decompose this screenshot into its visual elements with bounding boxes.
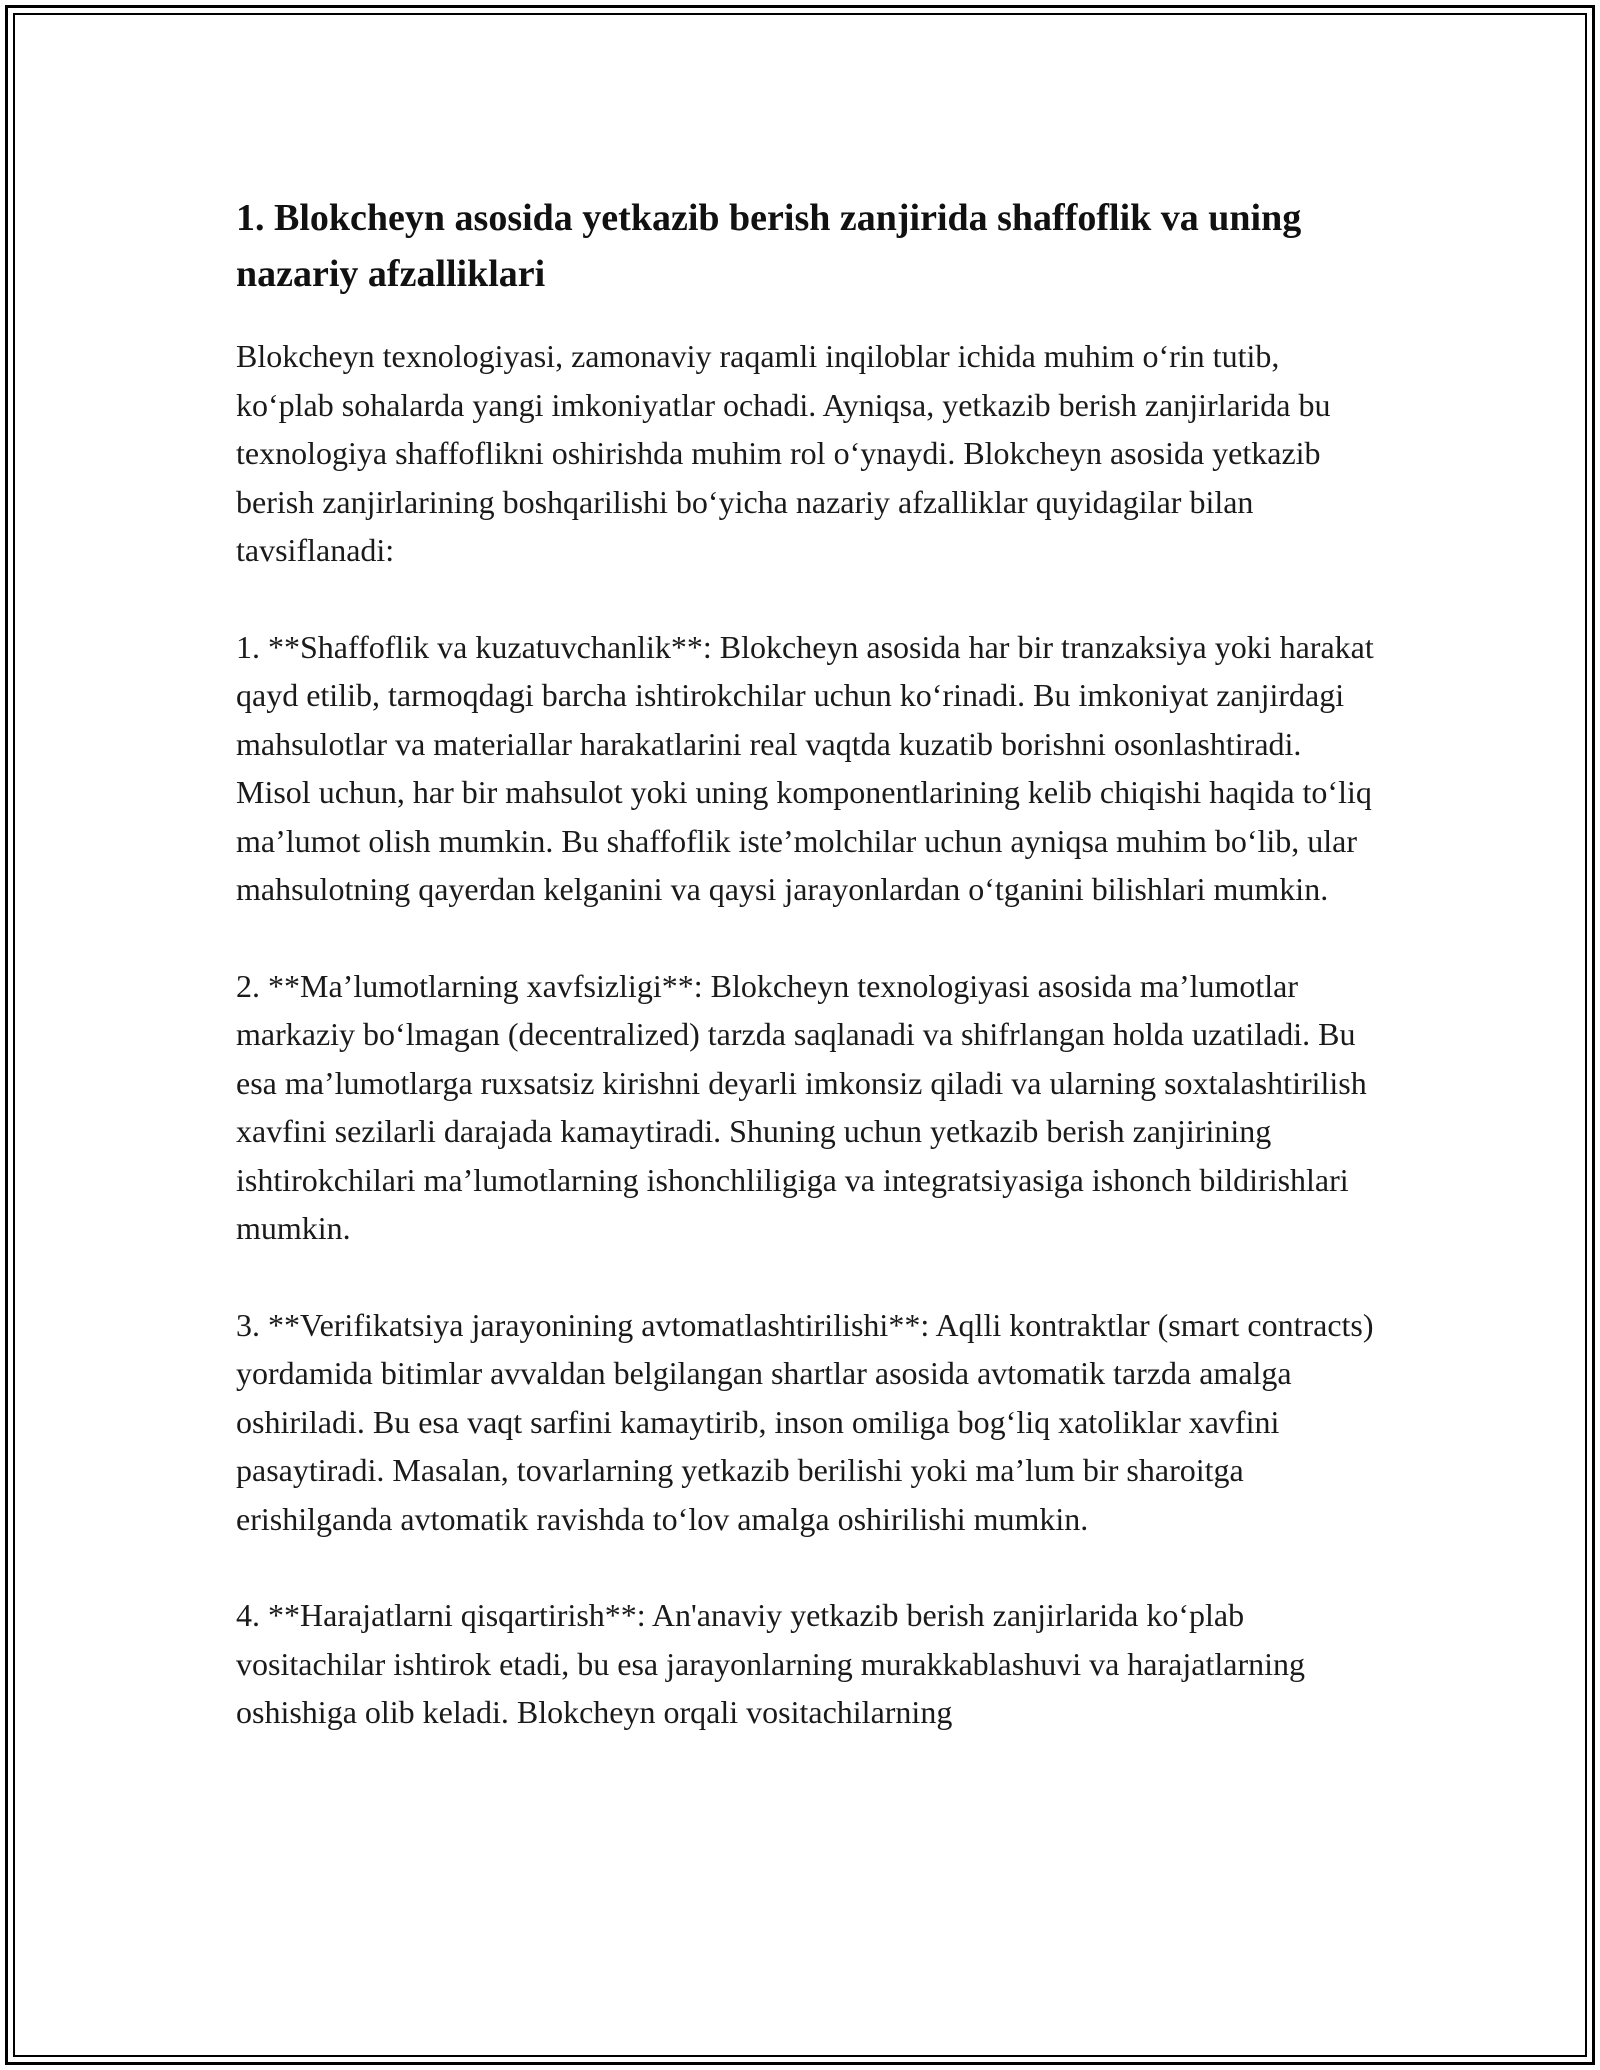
document-page bbox=[236, 190, 1376, 1785]
paragraph-intro: Blokcheyn texnologiyasi, zamonaviy raqamli inqiloblar ichida muhim o‘rin tutib, ko‘plab sohalarda yangi imkoniyatlar ochadi. Ayniqsa, yetkazib berish zanjirlarida bu texnologiya shaffoflikni oshirishda muhim rol o‘ynaydi. Blokcheyn asosida yetkazib berish zanjirlarining boshqarilishi bo‘yicha nazariy afzalliklar quyidagilar bilan tavsiflanadi: bbox=[236, 338, 1331, 568]
paragraph-cost-reduction: 4. **Harajatlarni qisqartirish**: An'anaviy yetkazib berish zanjirlarida ko‘plab vositachilar ishtirok etadi, bu esa jarayonlarning murakkablashuvi va harajatlarning oshishiga olib keladi. Blokcheyn orqali vositachilarning bbox=[236, 1597, 1305, 1730]
paragraph-data-security: 2. **Ma’lumotlarning xavfsizligi**: Blokcheyn texnologiyasi asosida ma’lumotlar markaziy bo‘lmagan (decentralized) tarzda saqlanadi va shifrlangan holda uzatiladi. Bu esa ma’lumotlarga ruxsatsiz kirishni deyarli imkonsiz qiladi va ularning soxtalashtirilish xavfini sezilarli darajada kamaytiradi. Shuning uchun yetkazib berish zanjirining ishtirokchilari ma’lumotlarning ishonchliligiga va integratsiyasiga ishonch bildirishlari mumkin. bbox=[236, 967, 1367, 1246]
paragraph-transparency: 1. **Shaffoflik va kuzatuvchanlik**: Blokcheyn asosida har bir tranzaksiya yoki harakat qayd etilib, tarmoqdagi barcha ishtirokchilar uchun ko‘rinadi. Bu imkoniyat zanjirdagi mahsulotlar va materiallar harakatlarini real vaqtda kuzatib borishni osonlashtiradi. Misol uchun, har bir mahsulot yoki uning komponentlarining kelib chiqishi haqida to‘liq ma’lumot olish mumkin. Bu shaffoflik iste’molchilar uchun ayniqsa muhim bo‘lib, ular mahsulotning qayerdan kelganini va qaysi jarayonlardan o‘tganini bilishlari mumkin. bbox=[236, 628, 1374, 907]
paragraph-verification: 3. **Verifikatsiya jarayonining avtomatlashtirilishi**: Aqlli kontraktlar (smart contracts) yordamida bitimlar avvaldan belgilangan shartlar asosida avtomatik tarzda amalga oshiriladi. Bu esa vaqt sarfini kamaytirib, inson omiliga bog‘liq xatoliklar xavfini pasaytiradi. Masalan, tovarlarning yetkazib berilishi yoki ma’lum bir sharoitga erishilganda avtomatik ravishda to‘lov amalga oshirilishi mumkin. bbox=[236, 1306, 1374, 1537]
section-heading: 1. Blokcheyn asosida yetkazib berish zanjirida shaffoflik va uning nazariy afzalliklari bbox=[236, 197, 1302, 295]
